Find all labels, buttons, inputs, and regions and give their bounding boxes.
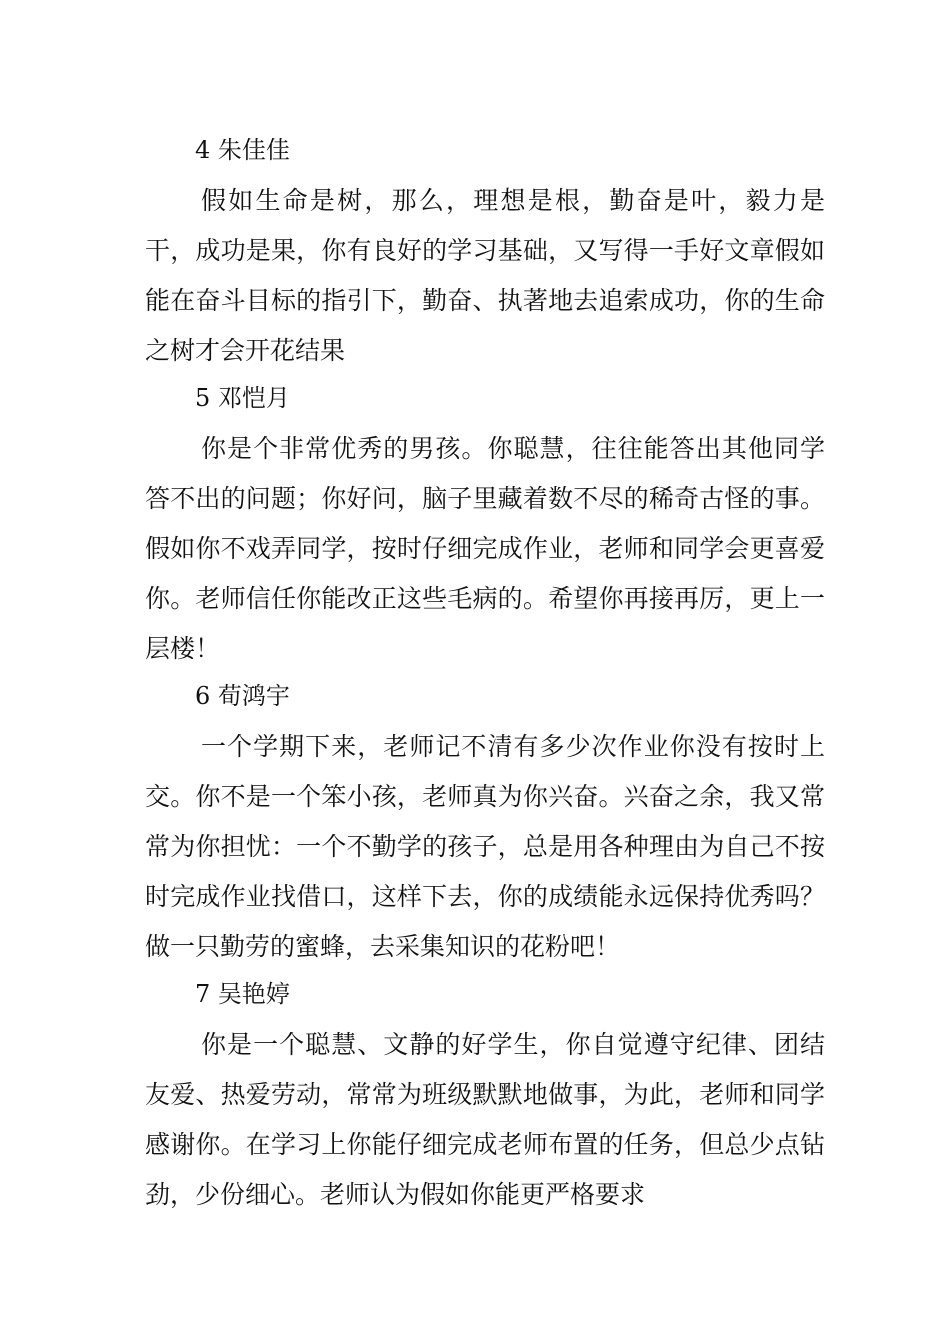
entry-paragraph: 一个学期下来，老师记不清有多少次作业你没有按时上交。你不是一个笨小孩，老师真为你兴奋。兴奋之余，我又常常为你担忧：一个不勤学的孩子，总是用各种理由为自己不按时完成作业找借口，这样下去，你的成绩能永远保持优秀吗？做一只勤劳的蜜蜂，去采集知识的花粉吧！: [145, 732, 825, 961]
entry-heading: 7 吴艳婷: [195, 980, 290, 1008]
entry-heading: 6 荀鸿宇: [195, 682, 290, 710]
entry-paragraph: 你是个非常优秀的男孩。你聪慧，往往能答出其他同学答不出的问题；你好问，脑子里藏着数不尽的稀奇古怪的事。假如你不戏弄同学，按时仔细完成作业，老师和同学会更喜爱你。老师信任你能改正这些毛病的。希望你再接再厉，更上一层楼！: [145, 434, 825, 663]
entry-paragraph: 假如生命是树，那么，理想是根，勤奋是叶，毅力是干，成功是果，你有良好的学习基础，又写得一手好文章假如能在奋斗目标的指引下，勤奋、执著地去追索成功，你的生命之树才会开花结果: [145, 186, 825, 365]
entry-paragraph: 你是一个聪慧、文静的好学生，你自觉遵守纪律、团结友爱、热爱劳动，常常为班级默默地做事，为此，老师和同学感谢你。在学习上你能仔细完成老师布置的任务，但总少点钻劲，少份细心。老师认为假如你能更严格要求: [145, 1030, 825, 1209]
entry-heading: 5 邓恺月: [195, 384, 290, 412]
entry-heading: 4 朱佳佳: [195, 136, 290, 164]
